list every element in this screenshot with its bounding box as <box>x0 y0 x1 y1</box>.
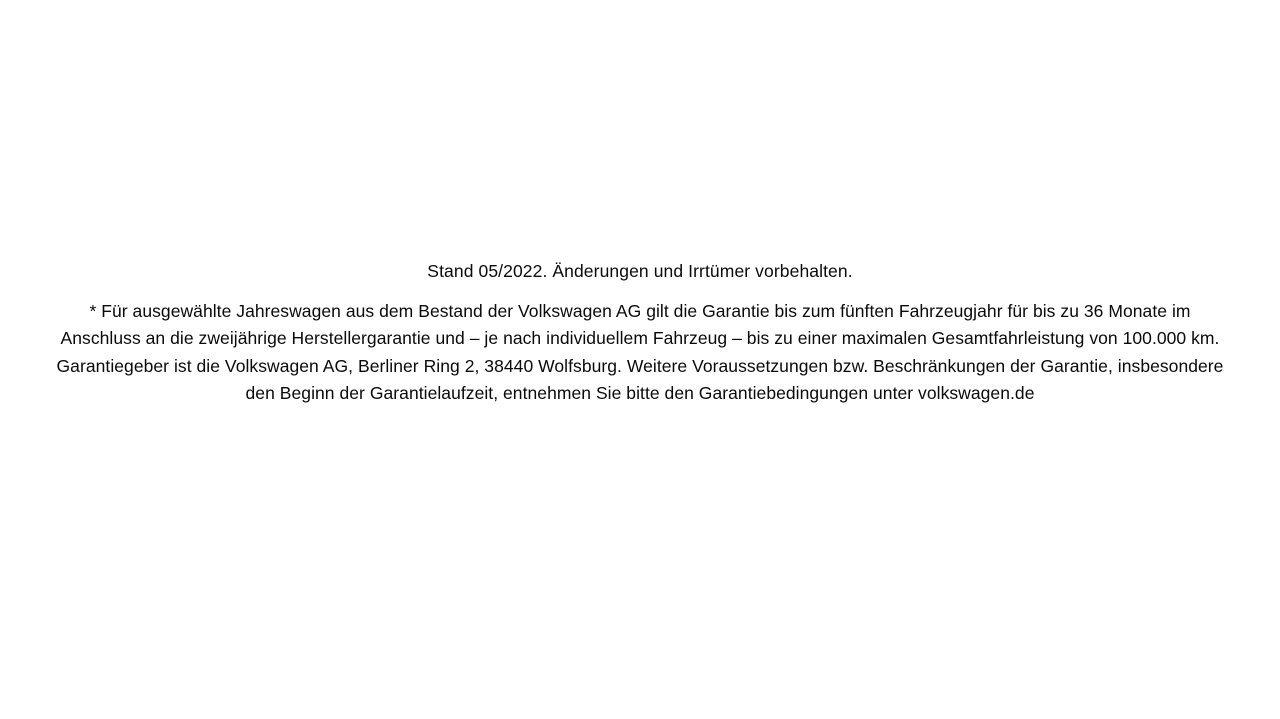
status-line: Stand 05/2022. Änderungen und Irrtümer vorbehalten. <box>427 261 853 281</box>
legal-disclaimer-block <box>0 258 1280 407</box>
footnote-text: * Für ausgewählte Jahreswagen aus dem Bestand der Volkswagen AG gilt die Garantie bis zum fünften Fahrzeugjahr für bis zu 36 Monate im Anschluss an die zweijährige Herstellergarantie und – je nach individuellem Fahrzeug – bis zu einer maximalen Gesamtfahrleistung von 100.000 km. Garantiegeber ist die Volkswagen AG, Berliner Ring 2, 38440 Wolfsburg. Weitere Voraussetzungen bzw. Beschränkungen der Garantie, insbesondere den Beginn der Garantielaufzeit, entnehmen Sie bitte den Garantiebedingungen unter volkswagen.de <box>56 301 1224 403</box>
